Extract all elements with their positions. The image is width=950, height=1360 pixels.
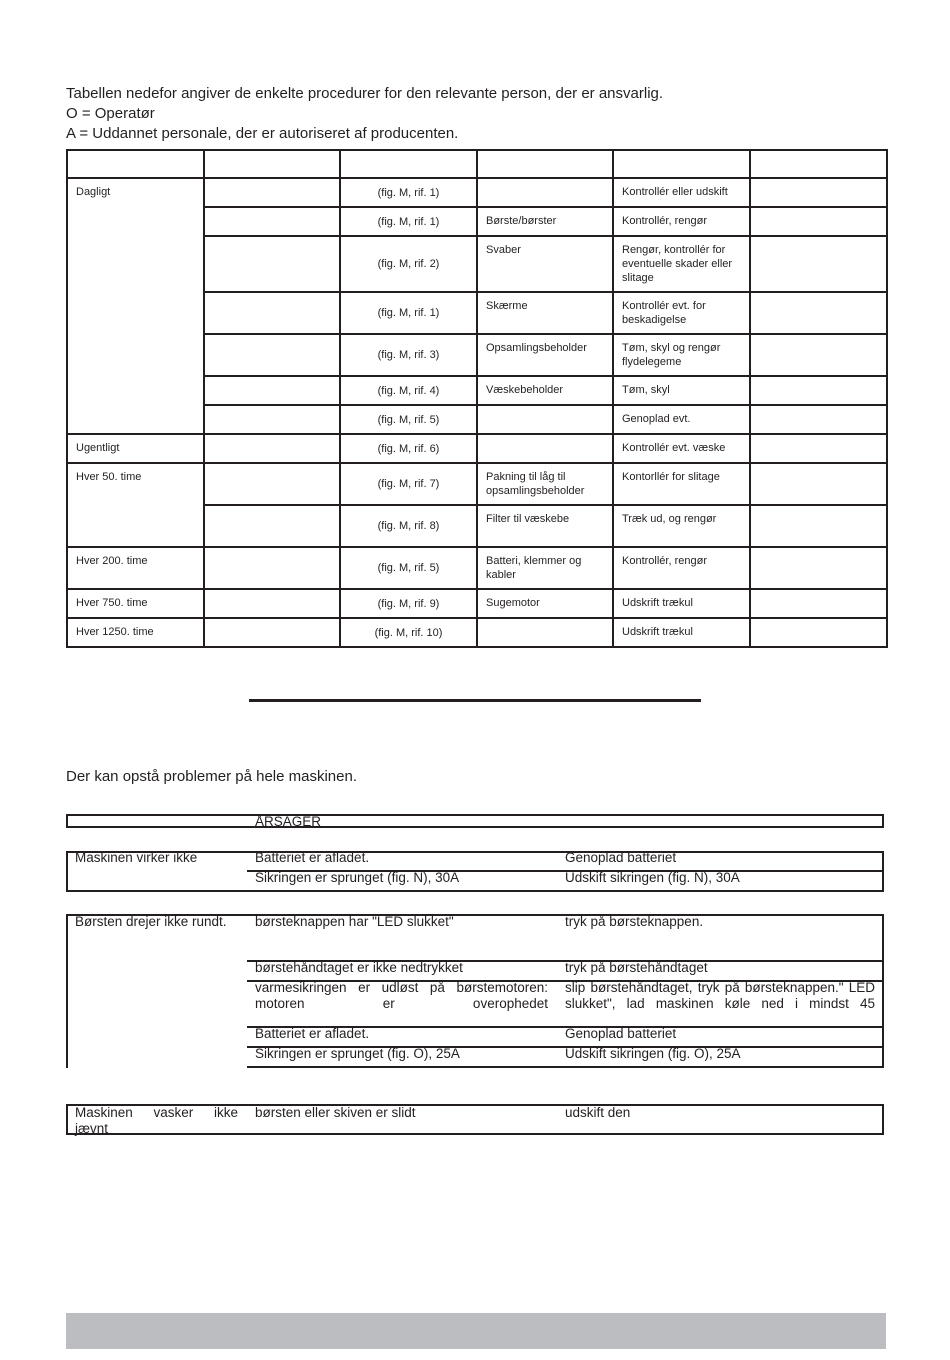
remedy-text: tryk på børsteknappen. [565,914,704,929]
intro-line-3: A = Uddannet personale, der er autoriseret af producenten. [66,125,459,142]
part-cell: Svaber [477,236,613,292]
empty-cell [204,434,340,463]
figure-ref-cell: (fig. M, rif. 5) [340,405,477,434]
table-rule [66,826,884,828]
header-cell [477,150,613,178]
table-row [67,589,887,618]
table-row [67,463,887,505]
part-cell: Sugemotor [477,589,613,618]
responsible-cell [750,434,887,463]
problem-label: Maskinen virker ikke [75,850,198,865]
action-cell: Kontrollér, rengør [613,207,750,236]
action-cell: Genoplad evt. [613,405,750,434]
responsible-cell [750,618,887,647]
interval-cell: Hver 200. time [67,547,204,589]
empty-cell [204,292,340,334]
empty-cell [204,547,340,589]
cause-text: Batteriet er afladet. [255,850,370,865]
responsible-cell [750,589,887,618]
table-header-row [67,150,887,178]
cause-text: børstehåndtaget er ikke nedtrykket [255,960,463,975]
responsible-cell [750,178,887,207]
empty-cell [204,405,340,434]
table-rule [882,1104,884,1135]
action-cell: Træk ud, og rengør [613,505,750,547]
remedy-text: tryk på børstehåndtaget [565,960,708,975]
part-cell [477,618,613,647]
cause-text: børsteknappen har "LED slukket" [255,914,454,929]
table-rule [882,851,884,892]
part-cell: Væskebeholder [477,376,613,405]
remedy-text: slip børstehåndtaget, tryk på børsteknappen." LED slukket", lad maskinen køle ned i mindst 45 [565,980,875,1011]
responsible-cell [750,463,887,505]
action-cell: Kontrollér evt. væske [613,434,750,463]
interval-cell: Dagligt [67,178,204,434]
action-cell: Tøm, skyl og rengør flydelegeme [613,334,750,376]
part-cell [477,405,613,434]
table-rule [66,851,68,892]
responsible-cell [750,236,887,292]
part-cell: Batteri, klemmer og kabler [477,547,613,589]
action-cell: Udskrift trækul [613,589,750,618]
responsible-cell [750,292,887,334]
header-cell [340,150,477,178]
action-cell: Kontrollér evt. for beskadigelse [613,292,750,334]
empty-cell [204,618,340,647]
empty-cell [204,178,340,207]
figure-ref-cell: (fig. M, rif. 9) [340,589,477,618]
part-cell: Børste/børster [477,207,613,236]
interval-cell: Hver 750. time [67,589,204,618]
header-cell [750,150,887,178]
header-cell [613,150,750,178]
figure-ref-cell: (fig. M, rif. 1) [340,207,477,236]
figure-ref-cell: (fig. M, rif. 6) [340,434,477,463]
action-cell: Udskrift trækul [613,618,750,647]
remedy-text: Udskift sikringen (fig. N), 30A [565,870,740,885]
table-row [67,618,887,647]
responsible-cell [750,334,887,376]
figure-ref-cell: (fig. M, rif. 5) [340,547,477,589]
table-rule [66,1104,68,1135]
figure-ref-cell: (fig. M, rif. 1) [340,292,477,334]
page-footer-bar [66,1313,886,1349]
figure-ref-cell: (fig. M, rif. 10) [340,618,477,647]
part-cell: Pakning til låg til opsamlingsbeholder [477,463,613,505]
empty-cell [204,463,340,505]
responsible-cell [750,376,887,405]
table-row [67,547,887,589]
table-rule [66,814,68,828]
action-cell: Kontrollér eller udskift [613,178,750,207]
cause-text: varmesikringen er udløst på børstemotoren: motoren er overophedet [255,980,548,1011]
table-rule [66,914,68,1068]
intro-line-2: O = Operatør [66,105,155,122]
figure-ref-cell: (fig. M, rif. 4) [340,376,477,405]
figure-ref-cell: (fig. M, rif. 2) [340,236,477,292]
remedy-text: Genoplad batteriet [565,1026,677,1041]
table-rule [66,890,884,892]
part-cell [477,434,613,463]
interval-cell: Hver 50. time [67,463,204,547]
header-cell [204,150,340,178]
section-heading-underline [249,699,701,702]
part-cell: Filter til væskebe [477,505,613,547]
cause-text: børsten eller skiven er slidt [255,1105,416,1120]
intro-line-1: Tabellen nedefor angiver de enkelte procedurer for den relevante person, der er ansvarlig. [66,85,664,102]
table-row [67,178,887,207]
table-rule [247,1066,884,1068]
responsible-cell [750,207,887,236]
header-cell [67,150,204,178]
figure-ref-cell: (fig. M, rif. 1) [340,178,477,207]
interval-cell: Ugentligt [67,434,204,463]
troubleshooting-intro: Der kan opstå problemer på hele maskinen. [66,768,357,785]
cause-text: Sikringen er sprunget (fig. O), 25A [255,1046,460,1061]
table-rule [882,814,884,828]
empty-cell [204,376,340,405]
empty-cell [204,589,340,618]
cause-text: Batteriet er afladet. [255,1026,370,1041]
remedy-text: udskift den [565,1105,631,1120]
action-cell: Kontorllér for slitage [613,463,750,505]
figure-ref-cell: (fig. M, rif. 3) [340,334,477,376]
part-cell: Skærme [477,292,613,334]
remedy-text: Genoplad batteriet [565,850,677,865]
responsible-cell [750,505,887,547]
problem-label: Maskinen vasker ikke jævnt [75,1105,238,1136]
part-cell [477,178,613,207]
maintenance-table [66,149,888,648]
cause-text: Sikringen er sprunget (fig. N), 30A [255,870,460,885]
responsible-cell [750,405,887,434]
empty-cell [204,334,340,376]
action-cell: Kontrollér, rengør [613,547,750,589]
responsible-cell [750,547,887,589]
table-rule [66,814,884,816]
figure-ref-cell: (fig. M, rif. 8) [340,505,477,547]
figure-ref-cell: (fig. M, rif. 7) [340,463,477,505]
empty-cell [204,236,340,292]
causes-header: ÅRSAGER [255,814,322,829]
empty-cell [204,505,340,547]
table-row [67,434,887,463]
empty-cell [204,207,340,236]
remedy-text: Udskift sikringen (fig. O), 25A [565,1046,741,1061]
problem-label: Børsten drejer ikke rundt. [75,914,227,929]
action-cell: Tøm, skyl [613,376,750,405]
part-cell: Opsamlingsbeholder [477,334,613,376]
interval-cell: Hver 1250. time [67,618,204,647]
table-rule [882,914,884,1068]
action-cell: Rengør, kontrollér for eventuelle skader eller slitage [613,236,750,292]
